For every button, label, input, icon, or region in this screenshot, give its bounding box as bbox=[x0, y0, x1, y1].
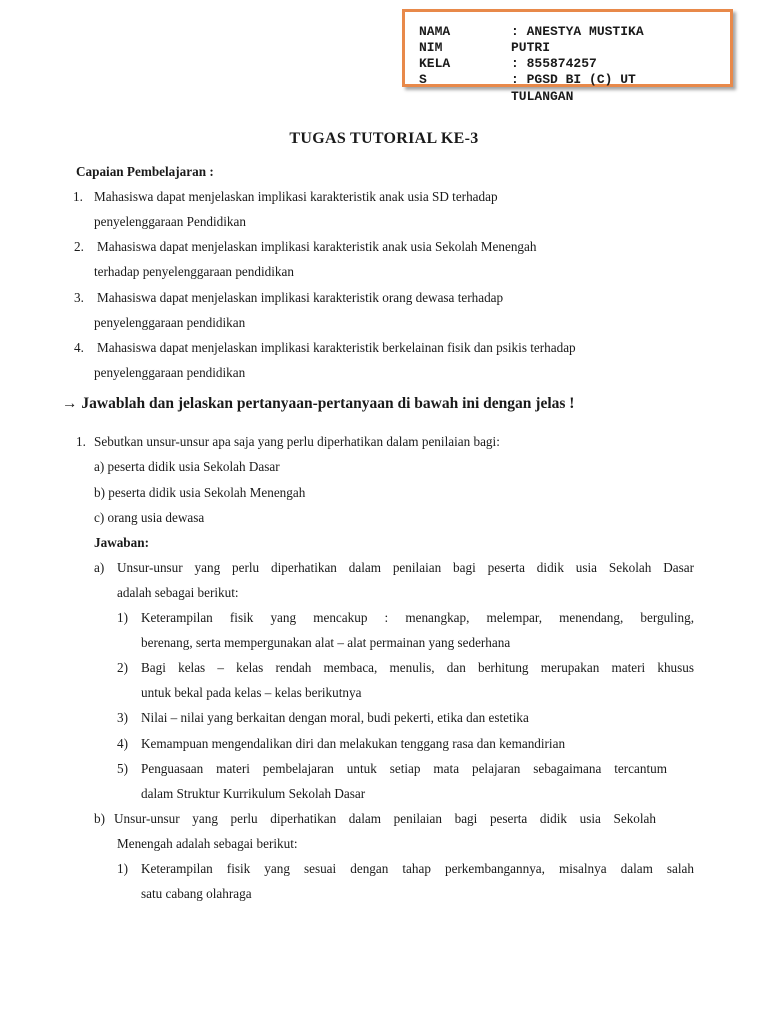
instruction-text: Jawablah dan jelaskan pertanyaan-pertanyaan di bawah ini dengan jelas ! bbox=[81, 395, 575, 412]
capaian-3-line2: penyelenggaraan pendidikan bbox=[94, 315, 246, 330]
answer-a-line1: Unsur-unsur yang perlu diperhatikan dalam penilaian bagi peserta didik usia Sekolah Dasar bbox=[117, 560, 694, 575]
page-title: TUGAS TUTORIAL KE-3 bbox=[289, 130, 479, 147]
answer-a-line2: adalah sebagai berikut: bbox=[117, 585, 239, 600]
answer-a-item-5-line2: dalam Struktur Kurrikulum Sekolah Dasar bbox=[141, 786, 366, 801]
kelas-label-2: S bbox=[419, 72, 427, 87]
capaian-1-num: 1. bbox=[73, 189, 83, 204]
capaian-4-line2: penyelenggaraan pendidikan bbox=[94, 365, 246, 380]
question-1-option-c: c) orang usia dewasa bbox=[94, 510, 205, 525]
answer-b-marker: b) bbox=[94, 811, 105, 826]
nama-continuation: PUTRI bbox=[511, 40, 551, 55]
capaian-3-num: 3. bbox=[74, 290, 84, 305]
kelas-label-1: KELA bbox=[419, 56, 451, 71]
answer-a-item-5-num: 5) bbox=[117, 761, 128, 776]
question-1-option-a: a) peserta didik usia Sekolah Dasar bbox=[94, 459, 280, 474]
answer-b-item-1-line1: Keterampilan fisik yang sesuai dengan tahap perkembangannya, misalnya dalam salah bbox=[141, 861, 694, 876]
kelas-value: : PGSD BI (C) UT bbox=[511, 72, 636, 87]
answer-a-item-4-line1: Kemampuan mengendalikan diri dan melakukan tenggang rasa dan kemandirian bbox=[141, 736, 566, 751]
capaian-heading: Capaian Pembelajaran : bbox=[76, 164, 214, 179]
answer-a-item-1-line2: berenang, serta mempergunakan alat – alat permainan yang sederhana bbox=[141, 635, 511, 650]
capaian-2-line1: Mahasiswa dapat menjelaskan implikasi karakteristik anak usia Sekolah Menengah bbox=[97, 239, 537, 254]
capaian-4-num: 4. bbox=[74, 340, 84, 355]
nim-label: NIM bbox=[419, 40, 443, 55]
answer-b-line2: Menengah adalah sebagai berikut: bbox=[117, 836, 298, 851]
question-1-option-b: b) peserta didik usia Sekolah Menengah bbox=[94, 485, 306, 500]
capaian-1-line1: Mahasiswa dapat menjelaskan implikasi karakteristik anak usia SD terhadap bbox=[94, 189, 498, 204]
capaian-2-line2: terhadap penyelenggaraan pendidikan bbox=[94, 264, 294, 279]
nama-label: NAMA bbox=[419, 24, 451, 39]
answer-a-item-1-line1: Keterampilan fisik yang mencakup : menangkap, melempar, menendang, berguling, bbox=[141, 610, 694, 625]
kelas-row bbox=[419, 56, 597, 72]
question-1-num: 1. bbox=[76, 434, 86, 449]
capaian-3-line1: Mahasiswa dapat menjelaskan implikasi karakteristik orang dewasa terhadap bbox=[97, 290, 504, 305]
capaian-1-line2: penyelenggaraan Pendidikan bbox=[94, 214, 246, 229]
capaian-2-num: 2. bbox=[74, 239, 84, 254]
jawaban-label: Jawaban: bbox=[94, 535, 149, 550]
answer-a-item-2-line1: Bagi kelas – kelas rendah membaca, menulis, dan berhitung merupakan materi khusus bbox=[141, 660, 694, 675]
answer-a-item-1-num: 1) bbox=[117, 610, 128, 625]
kelas-row-2 bbox=[419, 72, 636, 88]
answer-a-marker: a) bbox=[94, 560, 105, 575]
answer-b-item-1-num: 1) bbox=[117, 861, 128, 876]
nama-value: : ANESTYA MUSTIKA bbox=[511, 24, 644, 39]
answer-a-item-2-line2: untuk bekal pada kelas – kelas berikutnya bbox=[141, 685, 362, 700]
answer-b-line1: Unsur-unsur yang perlu diperhatikan dalam penilaian bagi peserta didik usia Sekolah bbox=[114, 811, 656, 826]
answer-a-item-3-line1: Nilai – nilai yang berkaitan dengan moral, budi pekerti, etika dan estetika bbox=[141, 710, 529, 725]
answer-a-item-5-line1: Penguasaan materi pembelajaran untuk setiap mata pelajaran sebagaimana tercantum bbox=[141, 761, 667, 776]
instruction-line bbox=[62, 395, 574, 413]
nim-row bbox=[419, 40, 550, 56]
answer-a-item-3-num: 3) bbox=[117, 710, 128, 725]
answer-a-item-2-num: 2) bbox=[117, 660, 128, 675]
nama-row bbox=[419, 24, 644, 40]
answer-a-item-4-num: 4) bbox=[117, 736, 128, 751]
answer-b-item-1-line2: satu cabang olahraga bbox=[141, 886, 252, 901]
right-arrow-icon: → bbox=[62, 395, 78, 412]
student-identity-box bbox=[402, 9, 733, 87]
capaian-4-line1: Mahasiswa dapat menjelaskan implikasi karakteristik berkelainan fisik dan psikis terhadap bbox=[97, 340, 576, 355]
kelas-continuation: TULANGAN bbox=[511, 89, 574, 104]
nim-value: : 855874257 bbox=[511, 56, 597, 71]
question-1-text: Sebutkan unsur-unsur apa saja yang perlu diperhatikan dalam penilaian bagi: bbox=[94, 434, 500, 449]
